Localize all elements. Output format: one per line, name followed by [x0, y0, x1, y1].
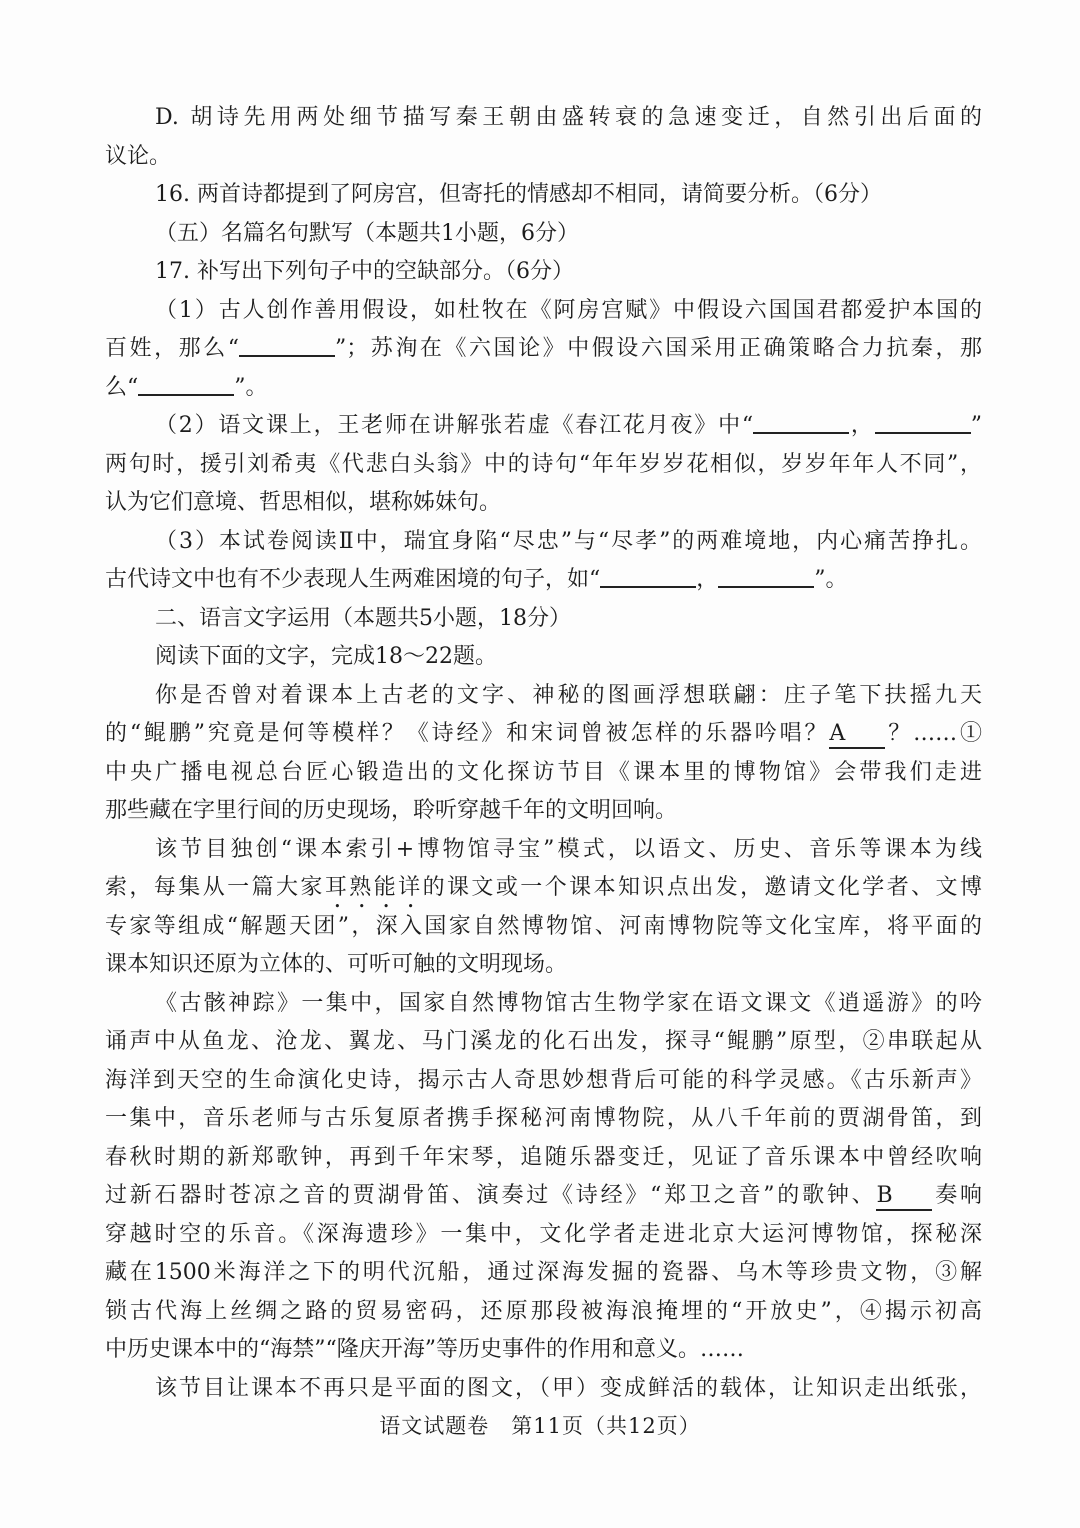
text-segment: 阅读下面的文字，完成18～22题。 — [155, 644, 497, 669]
text-segment: 诵声中从鱼龙、沧龙、翼龙、马门溪龙的化石出发，探寻“鲲鹏”原型，②串联起从 — [105, 1029, 982, 1054]
text-segment: 二、语言文字运用（本题共5小题，18分） — [155, 605, 571, 631]
text-segment: 专家等组成“解题天团”，深入国家自然博物馆、河南博物院等文化宝库，将平面的 — [105, 913, 982, 939]
answer-blank — [875, 408, 971, 434]
text-line — [105, 176, 982, 215]
text-segment: 议论。 — [105, 143, 172, 169]
fill-in-marker: B — [876, 1183, 932, 1211]
text-segment: 一集中，音乐老师与古乐复原者携手探秘河南博物院，从八千年前的贾湖骨笛，到 — [105, 1106, 982, 1131]
text-line — [105, 1331, 982, 1370]
text-line — [105, 831, 982, 870]
text-segment: 百姓，那么“ — [105, 336, 239, 361]
text-segment: 过新石器时苍凉之音的贾湖骨笛、演奏过《诗经》“郑卫之音”的歌钟、 — [105, 1183, 877, 1208]
text-segment: 课本知识还原为立体的、可听可触的文明现场。 — [105, 952, 568, 977]
text-line — [105, 484, 982, 523]
text-line — [105, 523, 982, 562]
answer-blank — [718, 562, 814, 588]
text-line — [105, 1254, 982, 1293]
text-line — [105, 715, 982, 754]
text-line — [105, 638, 982, 677]
text-line — [105, 1062, 982, 1101]
text-segment: 中央广播电视总台匠心锻造出的文化探访节目《课本里的博物馆》会带我们走进 — [105, 759, 982, 785]
answer-blank — [239, 331, 335, 357]
text-segment: 该节目独创“课本索引+博物馆寻宝”模式，以语文、历史、音乐等课本为线 — [155, 836, 982, 862]
text-segment: （1）古人创作善用假设，如杜牧在《阿房宫赋》中假设六国国君都爱护本国的 — [155, 297, 982, 323]
text-segment: 锁古代海上丝绸之路的贸易密码，还原那段被海浪掩埋的“开放史”，④揭示初高 — [105, 1298, 982, 1324]
text-line — [105, 1100, 982, 1139]
text-segment: 么“ — [105, 374, 139, 400]
text-line — [105, 446, 982, 485]
text-segment: 认为它们意境、哲思相似，堪称姊妹句。 — [105, 490, 502, 515]
text-line — [105, 407, 982, 446]
text-line — [105, 985, 982, 1024]
text-segment: ？……① — [885, 721, 982, 746]
text-segment: ， — [849, 413, 875, 438]
text-line — [105, 1216, 982, 1255]
fill-in-marker: A — [829, 721, 885, 749]
answer-blank — [600, 562, 696, 588]
text-line — [105, 369, 982, 408]
text-segment: 穿越时空的乐音。《深海遗珍》一集中，文化学者走进北京大运河博物馆，探秘深 — [105, 1221, 982, 1247]
text-segment: ” — [970, 413, 982, 438]
text-line — [105, 138, 982, 177]
text-line — [105, 292, 982, 331]
text-line — [105, 946, 982, 985]
text-line — [105, 561, 982, 600]
text-line — [105, 677, 982, 716]
text-segment: 你是否曾对着课本上古老的文字、神秘的图画浮想联翩：庄子笔下扶摇九天 — [155, 682, 982, 708]
text-line — [105, 1293, 982, 1332]
text-line — [105, 1370, 982, 1409]
text-segment: ”；苏洵在《六国论》中假设六国采用正确策略合力抗秦，那 — [335, 336, 982, 361]
text-segment: 索，每集从一篇大家 — [105, 875, 325, 900]
text-line — [105, 1023, 982, 1062]
text-segment: 那些藏在字里行间的历史现场，聆听穿越千年的文明回响。 — [105, 798, 678, 823]
text-segment: ， — [696, 567, 719, 592]
answer-blank — [753, 408, 849, 434]
text-segment: 海洋到天空的生命演化史诗，揭示古人奇思妙想背后可能的科学灵感。《古乐新声》 — [105, 1067, 982, 1093]
text-segment: （3）本试卷阅读Ⅱ中，瑞宜身陷“尽忠”与“尽孝”的两难境地，内心痛苦挣扎。 — [155, 528, 982, 554]
text-line — [105, 1177, 982, 1216]
text-segment: 两句时，援引刘希夷《代悲白头翁》中的诗句“年年岁岁花相似，岁岁年年人不同”， — [105, 451, 982, 477]
text-segment: ”。 — [814, 567, 848, 592]
text-line — [105, 99, 982, 138]
emphasized-text: 耳熟能详 — [324, 875, 423, 900]
text-segment: 该节目让课本不再只是平面的图文，（甲）变成鲜活的载体，让知识走出纸张， — [155, 1375, 982, 1401]
text-segment: （五）名篇名句默写（本题共1小题，6分） — [155, 220, 579, 246]
text-segment: D. 胡诗先用两处细节描写秦王朝由盛转衰的急速变迁，自然引出后面的 — [155, 105, 982, 130]
text-line — [105, 754, 982, 793]
text-line — [105, 1139, 982, 1178]
text-segment: 的“鲲鹏”究竟是何等模样？《诗经》和宋词曾被怎样的乐器吟唱？ — [105, 721, 830, 746]
text-segment: 春秋时期的新郑歌钟，再到千年宋琴，追随乐器变迁，见证了音乐课本中曾经吹响 — [105, 1144, 982, 1170]
text-segment: 16. 两首诗都提到了阿房宫，但寄托的情感却不相同，请简要分析。（6分） — [155, 182, 882, 207]
text-line — [105, 215, 982, 254]
text-line — [105, 908, 982, 947]
text-segment: ”。 — [234, 374, 268, 400]
text-segment: 藏在1500米海洋之下的明代沉船，通过深海发掘的瓷器、乌木等珍贵文物，③解 — [105, 1260, 982, 1285]
text-segment: 《古骸神踪》一集中，国家自然博物馆古生物学家在语文课文《逍遥游》的吟 — [155, 990, 982, 1016]
text-line — [105, 253, 982, 292]
page-footer: 语文试题卷 第11页（共12页） — [379, 1414, 701, 1438]
text-segment: （2）语文课上，王老师在讲解张若虚《春江花月夜》中“ — [155, 413, 754, 438]
text-line — [105, 869, 982, 908]
exam-page-body — [105, 99, 982, 1408]
text-line — [105, 792, 982, 831]
text-segment: 的课文或一个课本知识点出发，邀请文化学者、文博 — [422, 875, 982, 900]
answer-blank — [138, 370, 234, 396]
text-line — [105, 600, 982, 639]
text-line — [105, 330, 982, 369]
text-segment: 古代诗文中也有不少表现人生两难困境的句子，如“ — [105, 567, 601, 592]
text-segment: 17. 补写出下列句子中的空缺部分。（6分） — [155, 259, 574, 284]
text-segment: 奏响 — [932, 1183, 982, 1208]
text-segment: 中历史课本中的“海禁”“隆庆开海”等历史事件的作用和意义。…… — [105, 1337, 744, 1362]
